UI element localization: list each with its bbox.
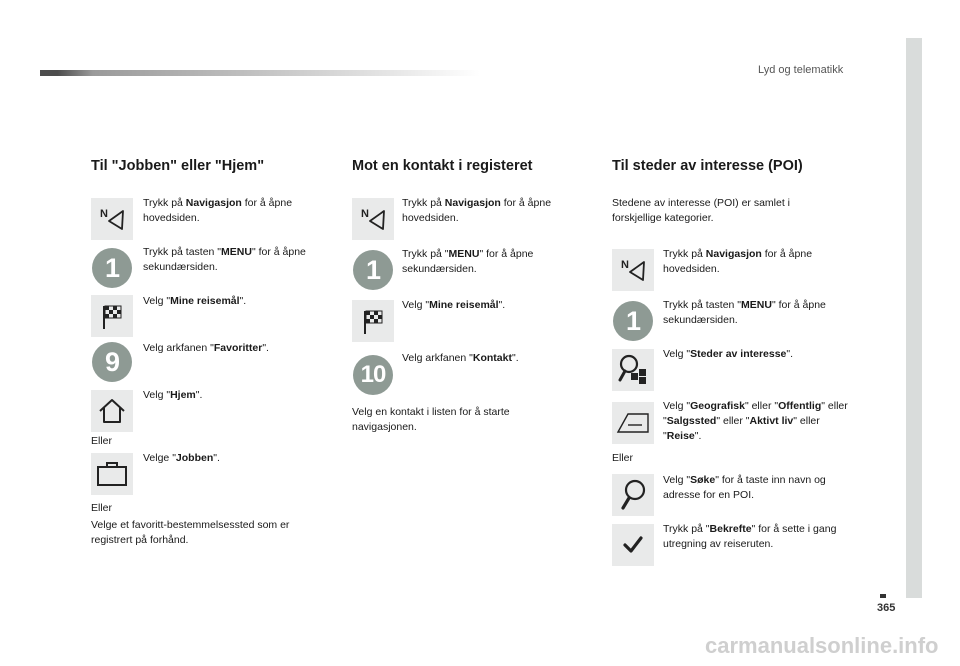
section-label: Lyd og telematikk: [758, 64, 844, 76]
home-icon: [91, 390, 133, 432]
step-badge-1: 1: [92, 248, 132, 288]
col2-note: Velg en kontakt i listen for å starte navigasjonen.: [352, 406, 510, 433]
poi-search-icon: [612, 349, 654, 391]
col1-step3: Velg "Mine reisemål".: [143, 295, 247, 307]
col3-or-1: Eller: [612, 452, 634, 464]
col3-step3: Velg "Steder av interesse".: [663, 348, 794, 360]
col1-or-2: Eller: [91, 502, 113, 514]
navigation-icon: [612, 249, 654, 291]
step-badge-9: 9: [92, 342, 132, 382]
col3-title: Til steder av interesse (POI): [612, 158, 803, 174]
col2-step1: Trykk på Navigasjon for å åpne hovedsiden.: [402, 197, 552, 224]
col3-step1: Trykk på Navigasjon for å åpne hovedsiden.: [663, 248, 813, 275]
col1-or-1: Eller: [91, 435, 113, 447]
col3-intro: Stedene av interesse (POI) er samlet i forskjellige kategorier.: [612, 197, 790, 224]
navigation-icon: [91, 198, 133, 240]
header-rule: [40, 70, 480, 76]
step-badge-1: 1: [613, 301, 653, 341]
checkered-flag-icon: [91, 295, 133, 337]
checkmark-icon: [612, 524, 654, 566]
col2-step2: Trykk på "MENU" for å åpne sekundærsiden.: [402, 248, 534, 275]
col1-note: Velge et favoritt-bestemmelsessted som er registrert på forhånd.: [91, 519, 290, 546]
page-number-mark: [880, 594, 886, 598]
search-icon: [612, 474, 654, 516]
col1-step4: Velg arkfanen "Favoritter".: [143, 342, 269, 354]
step-badge-1: 1: [353, 250, 393, 290]
road-icon: [612, 402, 654, 444]
watermark: carmanualsonline.info: [705, 633, 939, 658]
col1-step6: Velge "Jobben".: [143, 452, 220, 464]
col1-title: Til "Jobben" eller "Hjem": [91, 158, 265, 174]
col2-step4: Velg arkfanen "Kontakt".: [402, 352, 519, 364]
page-side-bar: [906, 38, 922, 598]
col3-step6: Trykk på "Bekrefte" for å sette i gang utregning av reiseruten.: [663, 523, 837, 550]
col1-step2: Trykk på tasten "MENU" for å åpne sekundærsiden.: [143, 246, 306, 273]
col3-step4: Velg "Geografisk" eller "Offentlig" eller "Salgssted" eller "Aktivt liv" eller "Reise".: [663, 400, 848, 442]
checkered-flag-icon: [352, 300, 394, 342]
svg-text:N: N: [100, 208, 108, 220]
col1-step1: Trykk på Navigasjon for å åpne hovedsiden.: [143, 197, 293, 224]
page-number: 365: [877, 602, 896, 614]
col3-step5: Velg "Søke" for å taste inn navn og adresse for en POI.: [663, 474, 826, 501]
navigation-icon: [352, 198, 394, 240]
svg-text:N: N: [621, 259, 629, 271]
col1-step5: Velg "Hjem".: [143, 389, 203, 401]
col3-step2: Trykk på tasten "MENU" for å åpne sekundærsiden.: [663, 299, 826, 326]
col2-step3: Velg "Mine reisemål".: [402, 299, 506, 311]
step-badge-10: 10: [353, 355, 393, 395]
svg-text:N: N: [361, 208, 369, 220]
briefcase-icon: [91, 453, 133, 495]
col2-title: Mot en kontakt i registeret: [352, 158, 533, 174]
